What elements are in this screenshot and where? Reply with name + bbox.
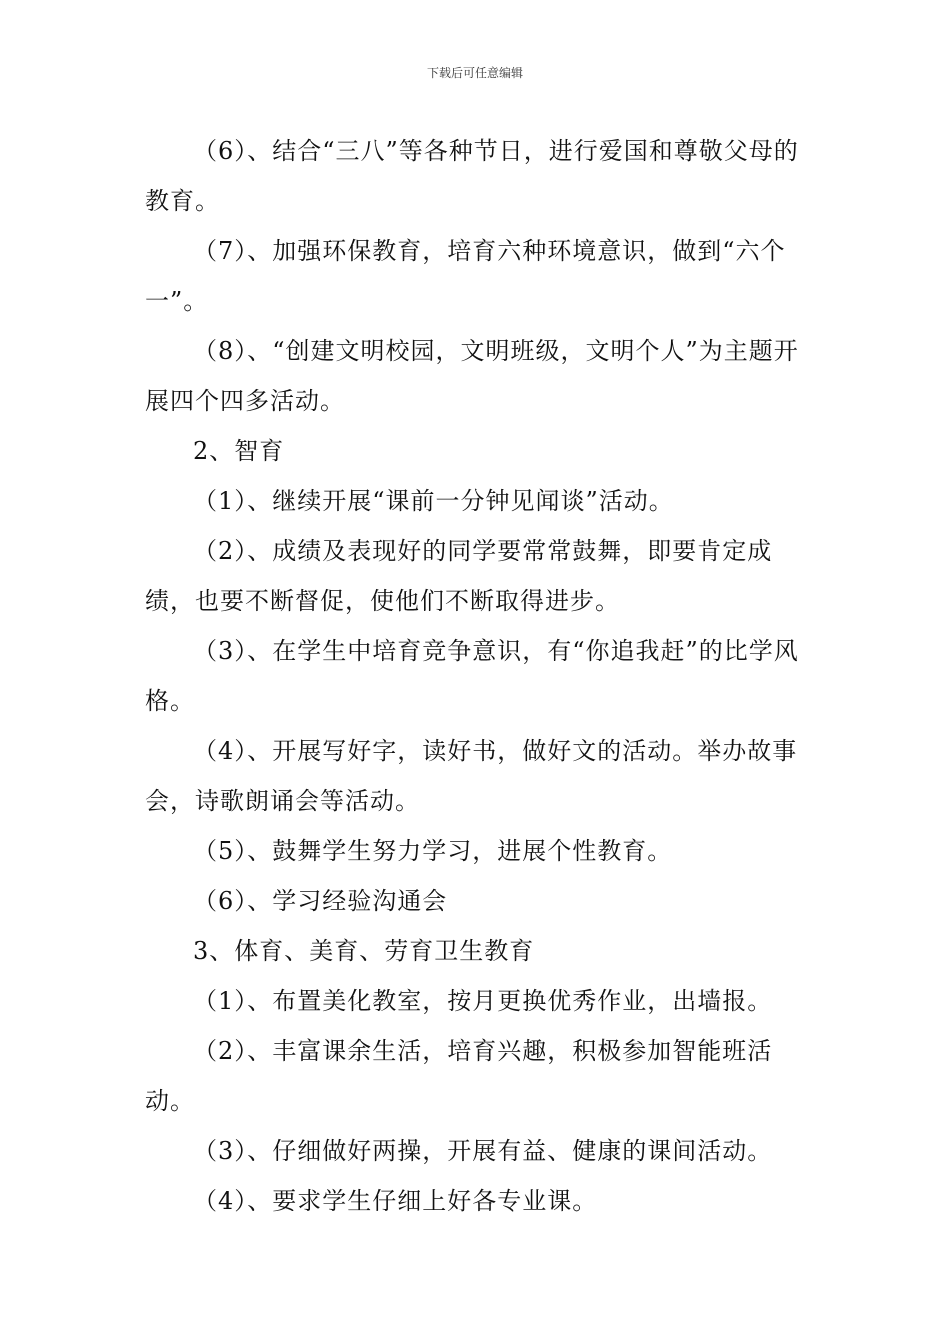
document-body xyxy=(145,126,810,1226)
paragraph-intellectual-1: （1）、继续开展“课前一分钟见闻谈”活动。 xyxy=(193,487,674,515)
paragraph-intellectual-3: （3）、在学生中培育竞争意识，有“你追我赶”的比学风格。 xyxy=(145,637,799,715)
paragraph-moral-6: （6）、结合“三八”等各种节日，进行爱国和尊敬父母的教育。 xyxy=(145,137,799,215)
section-heading-physical: 3、体育、美育、劳育卫生教育 xyxy=(193,937,535,965)
paragraph-physical-3: （3）、仔细做好两操，开展有益、健康的课间活动。 xyxy=(193,1137,773,1165)
paragraph-intellectual-4: （4）、开展写好字，读好书，做好文的活动。举办故事会，诗歌朗诵会等活动。 xyxy=(145,737,798,815)
page-header-note: 下载后可任意编辑 xyxy=(426,66,523,80)
paragraph-moral-8: （8）、“创建文明校园，文明班级，文明个人”为主题开展四个四多活动。 xyxy=(145,337,799,415)
paragraph-physical-4: （4）、要求学生仔细上好各专业课。 xyxy=(193,1187,598,1215)
paragraph-physical-2: （2）、丰富课余生活，培育兴趣，积极参加智能班活动。 xyxy=(145,1037,773,1115)
paragraph-intellectual-5: （5）、鼓舞学生努力学习，进展个性教育。 xyxy=(193,837,673,865)
paragraph-intellectual-2: （2）、成绩及表现好的同学要常常鼓舞，即要肯定成绩，也要不断督促，使他们不断取得进步。 xyxy=(145,537,773,615)
paragraph-moral-7: （7）、加强环保教育，培育六种环境意识，做到“六个一”。 xyxy=(145,237,786,315)
paragraph-physical-1: （1）、布置美化教室，按月更换优秀作业，出墙报。 xyxy=(193,987,773,1015)
section-heading-intellectual: 2、智育 xyxy=(193,437,285,465)
paragraph-intellectual-6: （6）、学习经验沟通会 xyxy=(193,887,448,915)
